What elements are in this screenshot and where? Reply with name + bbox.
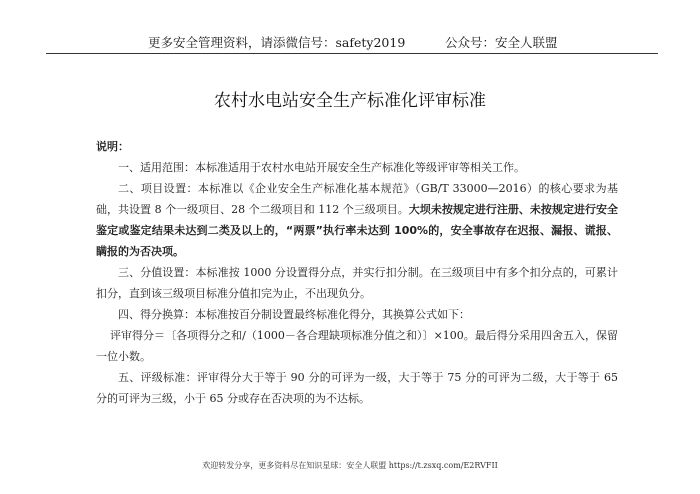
paragraph-formula: 评审得分＝〔各项得分之和/（1000－各合理缺项标准分值之和）〕×100。最后得分采用四舍五入，保留一位小数。	[96, 329, 618, 363]
document-title: 农村水电站安全生产标准化评审标准	[214, 91, 486, 111]
page-header	[0, 34, 700, 52]
paragraph-items	[96, 178, 618, 262]
paragraph-scope: 一、适用范围：本标准适用于农村水电站开展安全生产标准化等级评审等相关工作。	[118, 161, 525, 174]
paragraph-conversion: 四、得分换算：本标准按百分制设置最终标准化得分，其换算公式如下：	[118, 308, 470, 321]
header-account-text: 公众号：安全人联盟	[445, 35, 558, 50]
intro-label-text: 说明：	[96, 140, 129, 153]
document-body	[96, 136, 618, 409]
header-divider	[46, 53, 658, 54]
intro-label	[96, 136, 618, 157]
page-footer: 欢迎转发分享，更多资料尽在知识星球：安全人联盟 https://t.zsxq.com/E2RVFII	[202, 461, 498, 470]
header-wechat-text: 更多安全管理资料，请添微信号：safety2019	[148, 35, 406, 50]
paragraph-items-veto-text: 大坝未按规定进行注册、未按规定进行安全鉴定或鉴定结果未达到二类及以上的，“两票”执行率未达到 100%的，安全事故存在迟报、漏报、谎报、瞒报的为否决项。	[96, 203, 618, 258]
paragraph-scoring: 三、分值设置：本标准按 1000 分设置得分点，并实行扣分制。在三级项目中有多个扣分点的，可累计扣分，直到该三级项目标准分值扣完为止，不出现负分。	[96, 266, 618, 300]
paragraph-items-text: 二、项目设置：本标准以《企业安全生产标准化基本规范》（GB/T 33000—2016）的核心要求为基础，共设置 8 个一级项目、28 个二级项目和 112 个三级项目。	[96, 182, 618, 216]
paragraph-grading: 五、评级标准：评审得分大于等于 90 分的可评为一级，大于等于 75 分的可评为二级，大于等于 65 分的可评为三级，小于 65 分或存在否决项的为不达标。	[96, 371, 618, 405]
